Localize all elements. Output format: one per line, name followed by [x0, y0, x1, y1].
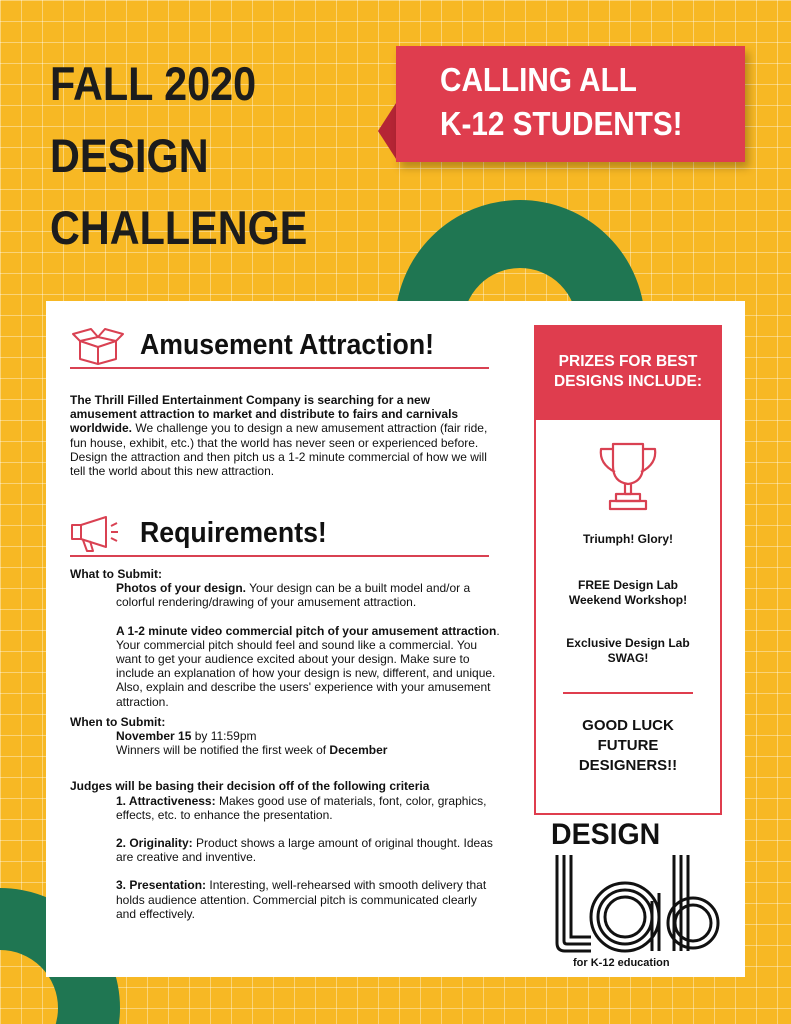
- criterion-text: Interesting, well-rehearsed with smooth delivery that holds audience attention. Commercial pitch is communicated clearly and effectively.: [116, 878, 487, 921]
- trophy-icon: [593, 440, 663, 512]
- winners-text: Winners will be notified the first week of: [116, 743, 330, 758]
- submit-item-photos-bold: Photos of your design.: [116, 581, 247, 596]
- banner-line-1: CALLING ALL: [440, 61, 637, 98]
- submit-item-photos-text: Your design can be a built model and/or a colorful rendering/drawing of your amusement attraction.: [116, 581, 471, 610]
- submit-item-video-text: . Your commercial pitch should feel and sound like a commercial. You want to get your audience excited about your design. Make sure to include an explanation of how your design is new, different, and unique. Also, explain and describe the users' experience with your amusement attraction.: [116, 623, 500, 709]
- winners-line: [70, 743, 500, 757]
- winners-month: December: [329, 743, 388, 758]
- deadline-date: November 15: [116, 729, 192, 744]
- banner-line-2: K-12 STUDENTS!: [440, 105, 683, 142]
- criterion-text: Product shows a large amount of original thought. Ideas are creative and inventive.: [116, 836, 493, 865]
- criterion-presentation: [70, 878, 500, 921]
- prize-item-3: [536, 636, 720, 666]
- open-box-icon: [70, 325, 126, 365]
- deadline-time: by 11:59pm: [191, 729, 257, 744]
- logo-tagline: for K-12 education: [573, 957, 670, 969]
- headline-line-3: CHALLENGE: [50, 201, 308, 254]
- good-luck-line: GOOD LUCK: [582, 717, 674, 734]
- prizes-panel: [534, 325, 722, 815]
- intro-bold-text: The Thrill Filled Entertainment Company is searching for a new amusement attraction to market and distribute to fairs and carnivals worldwide.: [70, 393, 459, 436]
- submit-item-video-bold: A 1-2 minute video commercial pitch of your amusement attraction: [116, 623, 497, 638]
- criterion-title: 1. Attractiveness:: [116, 793, 216, 808]
- banner-fold: [378, 100, 398, 162]
- prize-item-1: [536, 532, 720, 547]
- criterion-title: 2. Originality:: [116, 836, 193, 851]
- good-luck-line: DESIGNERS!!: [578, 757, 678, 774]
- what-to-submit-label: What to Submit:: [70, 567, 162, 581]
- section-title-attraction: Amusement Attraction!: [140, 328, 435, 361]
- prizes-heading: [536, 327, 720, 420]
- prize-item-line: FREE Design Lab: [577, 578, 678, 592]
- section-header-requirements: [70, 511, 489, 557]
- criterion-originality: [70, 836, 500, 864]
- prize-item-line: Exclusive Design Lab: [566, 636, 690, 650]
- prize-item-line: Weekend Workshop!: [568, 593, 688, 607]
- good-luck-message: [536, 716, 720, 776]
- intro-paragraph: [70, 393, 490, 478]
- deadline-line: [70, 729, 500, 743]
- logo-design-word: DESIGN: [551, 818, 661, 851]
- page-headline: [50, 48, 307, 264]
- submit-item-photos: [70, 581, 500, 609]
- judges-criteria-label: Judges will be basing their decision off of the following criteria: [70, 779, 430, 794]
- prize-item-2: [536, 578, 720, 608]
- prizes-heading-line-2: DESIGNS INCLUDE:: [553, 373, 703, 390]
- criterion-title: 3. Presentation:: [116, 878, 207, 893]
- intro-text: We challenge you to design a new amusement attraction (fair ride, fun house, exhibit, etc.) that the world has never seen or experienced before. Design the attraction and then pitch us a 1-2 minute commercial of how we will tell the world about this new attraction.: [70, 421, 488, 479]
- prize-item-line: Triumph! Glory!: [583, 532, 673, 546]
- section-header-attraction: [70, 323, 489, 369]
- headline-line-1: FALL 2020: [50, 57, 257, 110]
- prize-item-line: SWAG!: [607, 651, 649, 665]
- requirements-block: [70, 567, 500, 921]
- megaphone-icon: [70, 513, 126, 553]
- prizes-heading-line-1: PRIZES FOR BEST: [558, 353, 698, 370]
- content-card: [46, 301, 745, 977]
- section-title-requirements: Requirements!: [140, 516, 327, 549]
- when-to-submit-label: When to Submit:: [70, 714, 166, 729]
- good-luck-line: FUTURE: [597, 737, 659, 754]
- calling-banner: [396, 46, 745, 162]
- submit-item-video: [70, 624, 500, 709]
- headline-line-2: DESIGN: [50, 129, 209, 182]
- criterion-text: Makes good use of materials, font, color, graphics, effects, etc. to enhance the presentation.: [116, 793, 487, 822]
- criterion-attractiveness: [70, 794, 500, 822]
- logo-lab-lettering: [551, 853, 721, 957]
- design-lab-logo: [551, 819, 721, 969]
